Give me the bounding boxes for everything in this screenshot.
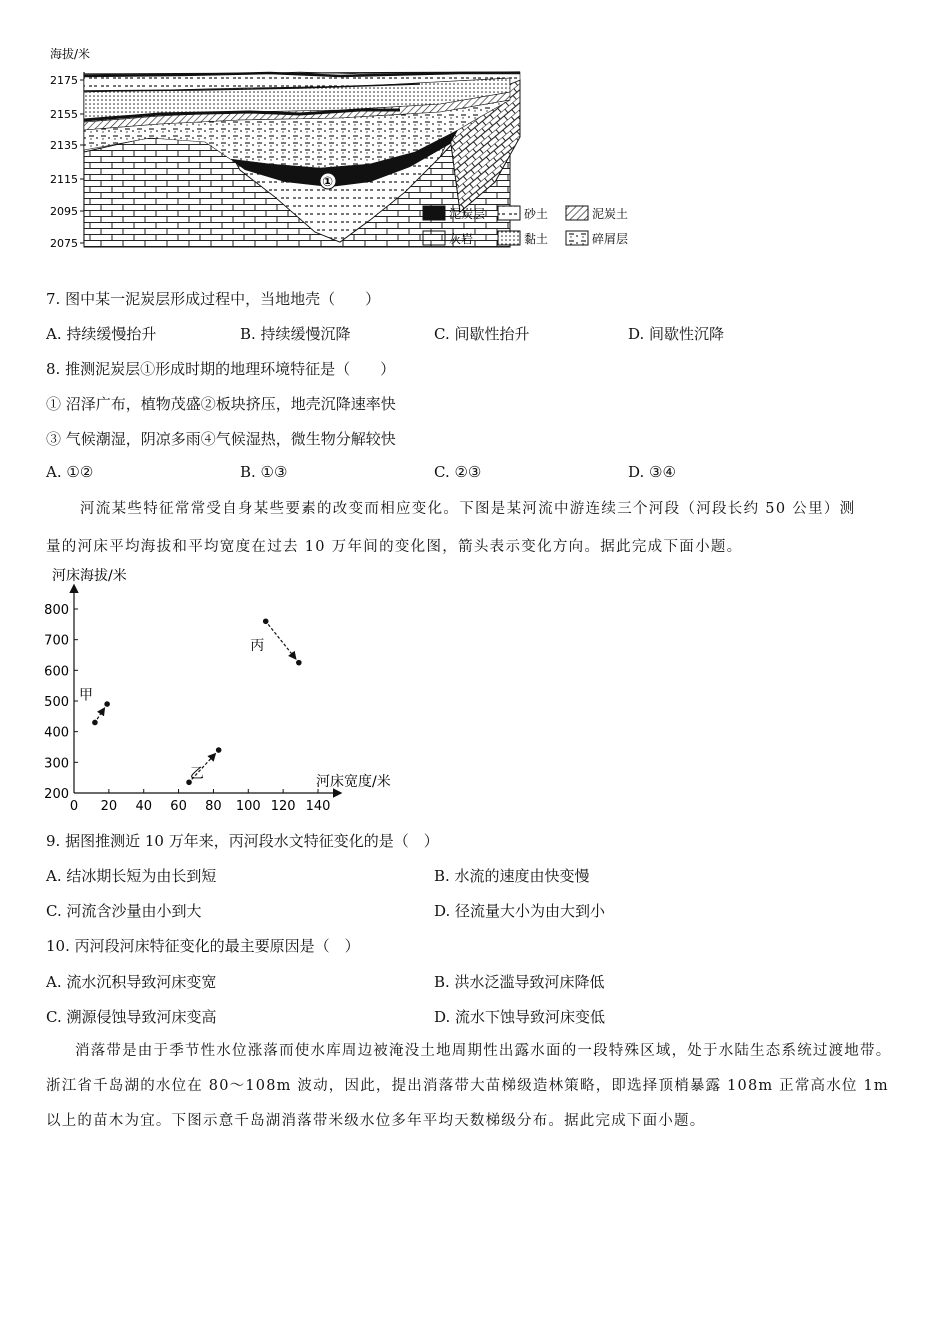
legend-label-peatsoil: 泥炭土 (592, 207, 629, 221)
x-tick-label: 120 (270, 799, 296, 814)
y-tick-2115: 2115 (50, 173, 78, 186)
q7-option-c[interactable]: C. 间歇性抬升 (434, 325, 530, 343)
geologic-section-figure (40, 42, 660, 254)
legend-swatch-clay (498, 231, 520, 245)
point-end-丙 (296, 660, 302, 666)
y-tick-label: 300 (44, 756, 69, 772)
q10-option-b[interactable]: B. 洪水泛滥导致河床降低 (434, 973, 605, 991)
x-tick-label: 0 (69, 799, 79, 814)
change-arrow-丙 (268, 624, 295, 658)
x-tick-label: 80 (205, 799, 222, 814)
y-tick-label: 500 (44, 695, 69, 710)
q9-stem: 9. 据图推测近 10 万年来，丙河段水文特征变化的是（ ） (46, 832, 439, 850)
y-tick-label: 800 (44, 603, 69, 618)
q9-option-b[interactable]: B. 水流的速度由快变慢 (434, 867, 590, 885)
legend-swatch-limestone (423, 231, 445, 245)
chart-xlabel: 河床宽度/米 (316, 774, 391, 790)
change-arrow-甲 (97, 709, 104, 719)
legend-label-limestone: 灰岩 (449, 232, 474, 246)
x-tick-label: 40 (135, 799, 152, 814)
q10-option-a[interactable]: A. 流水沉积导致河床变宽 (46, 973, 217, 991)
legend-swatch-peatsoil (566, 206, 588, 220)
q8-option-a[interactable]: A. ①② (46, 463, 94, 481)
q7-stem: 7. 图中某一泥炭层形成过程中，当地地壳（ ） (46, 290, 381, 308)
q7-option-d[interactable]: D. 间歇性沉降 (628, 325, 725, 343)
section-y-ticks (50, 74, 84, 250)
series-label-丙: 丙 (250, 637, 265, 654)
q8-option-d[interactable]: D. ③④ (628, 463, 676, 481)
x-tick-label: 20 (100, 799, 118, 814)
point-start-甲 (92, 720, 98, 726)
y-tick-2075: 2075 (50, 237, 78, 250)
y-tick-2095: 2095 (50, 205, 78, 218)
q8-stem: 8. 推测泥炭层①形成时期的地理环境特征是（ ） (46, 360, 396, 378)
q9-option-c[interactable]: C. 河流含沙量由小到大 (46, 902, 202, 920)
q10-stem: 10. 丙河段河床特征变化的最主要原因是（ ） (46, 937, 360, 955)
legend-swatch-sand (498, 206, 520, 220)
q8-statement-line-2: ③ 气候潮湿，阴凉多雨④气候湿热，微生物分解较快 (46, 430, 396, 448)
x-tick-label: 100 (235, 799, 261, 814)
q10-option-c[interactable]: C. 溯源侵蚀导致河床变高 (46, 1008, 217, 1026)
x-tick-label: 60 (170, 799, 187, 814)
legend-label-peat: 泥炭层 (449, 207, 486, 221)
section-y-axis-label: 海拔/米 (50, 47, 91, 61)
point-end-甲 (104, 701, 110, 707)
y-tick-label: 200 (44, 787, 69, 802)
q9-option-d[interactable]: D. 径流量大小为由大到小 (434, 902, 606, 920)
q8-option-b[interactable]: B. ①③ (240, 463, 288, 481)
q8-option-c[interactable]: C. ②③ (434, 463, 482, 481)
q10-option-d[interactable]: D. 流水下蚀导致河床变低 (434, 1008, 606, 1026)
y-tick-label: 600 (44, 664, 69, 680)
q7-option-b[interactable]: B. 持续缓慢沉降 (240, 325, 351, 343)
x-tick-label: 140 (305, 799, 331, 814)
y-tick-2135: 2135 (50, 139, 78, 152)
y-tick-2155: 2155 (50, 108, 78, 121)
chart-ylabel: 河床海拔/米 (52, 568, 127, 584)
legend-label-clay: 黏土 (524, 232, 549, 246)
passage2-line-2: 量的河床平均海拔和平均宽度在过去 10 万年间的变化图，箭头表示变化方向。据此完成下面小题。 (46, 539, 743, 555)
q8-statement-line-1: ① 沼泽广布，植物茂盛②板块挤压，地壳沉降速率快 (46, 395, 396, 413)
passage3: 消落带是由于季节性水位涨落而使水库周边被淹没土地周期性出露水面的一段特殊区域，处于水陆生态系统过渡地带。浙江省千岛湖的水位在 80～108m 波动，因此，提出消落带大苗梯级造林策略，即选择顶梢暴露 108m 正常高水位 1m 以上的苗木为宜。下图示意千岛湖消落带米级水位多年平均天数梯级分布。据此完成下面小题。 (46, 1043, 892, 1129)
legend-label-debris: 碎屑层 (592, 232, 629, 246)
legend-swatch-debris (566, 231, 588, 245)
river-bed-chart (40, 562, 420, 817)
y-tick-2175: 2175 (50, 74, 78, 87)
q7-option-a[interactable]: A. 持续缓慢抬升 (46, 325, 157, 343)
y-tick-label: 400 (44, 725, 69, 741)
y-tick-label: 700 (44, 633, 69, 649)
point-end-乙 (216, 747, 222, 753)
series-label-乙: 乙 (189, 766, 204, 783)
series-label-甲: 甲 (79, 687, 94, 704)
passage2-line-1: 河流某些特征常常受自身某些要素的改变而相应变化。下图是某河流中游连续三个河段（河段长约 50 公里）测 (80, 501, 856, 517)
legend-swatch-peat (423, 206, 445, 220)
point-start-丙 (263, 618, 269, 624)
q9-option-a[interactable]: A. 结冰期长短为由长到短 (46, 867, 217, 885)
peat-layer-marker: ① (322, 175, 334, 190)
legend-label-sand: 砂土 (524, 207, 549, 221)
